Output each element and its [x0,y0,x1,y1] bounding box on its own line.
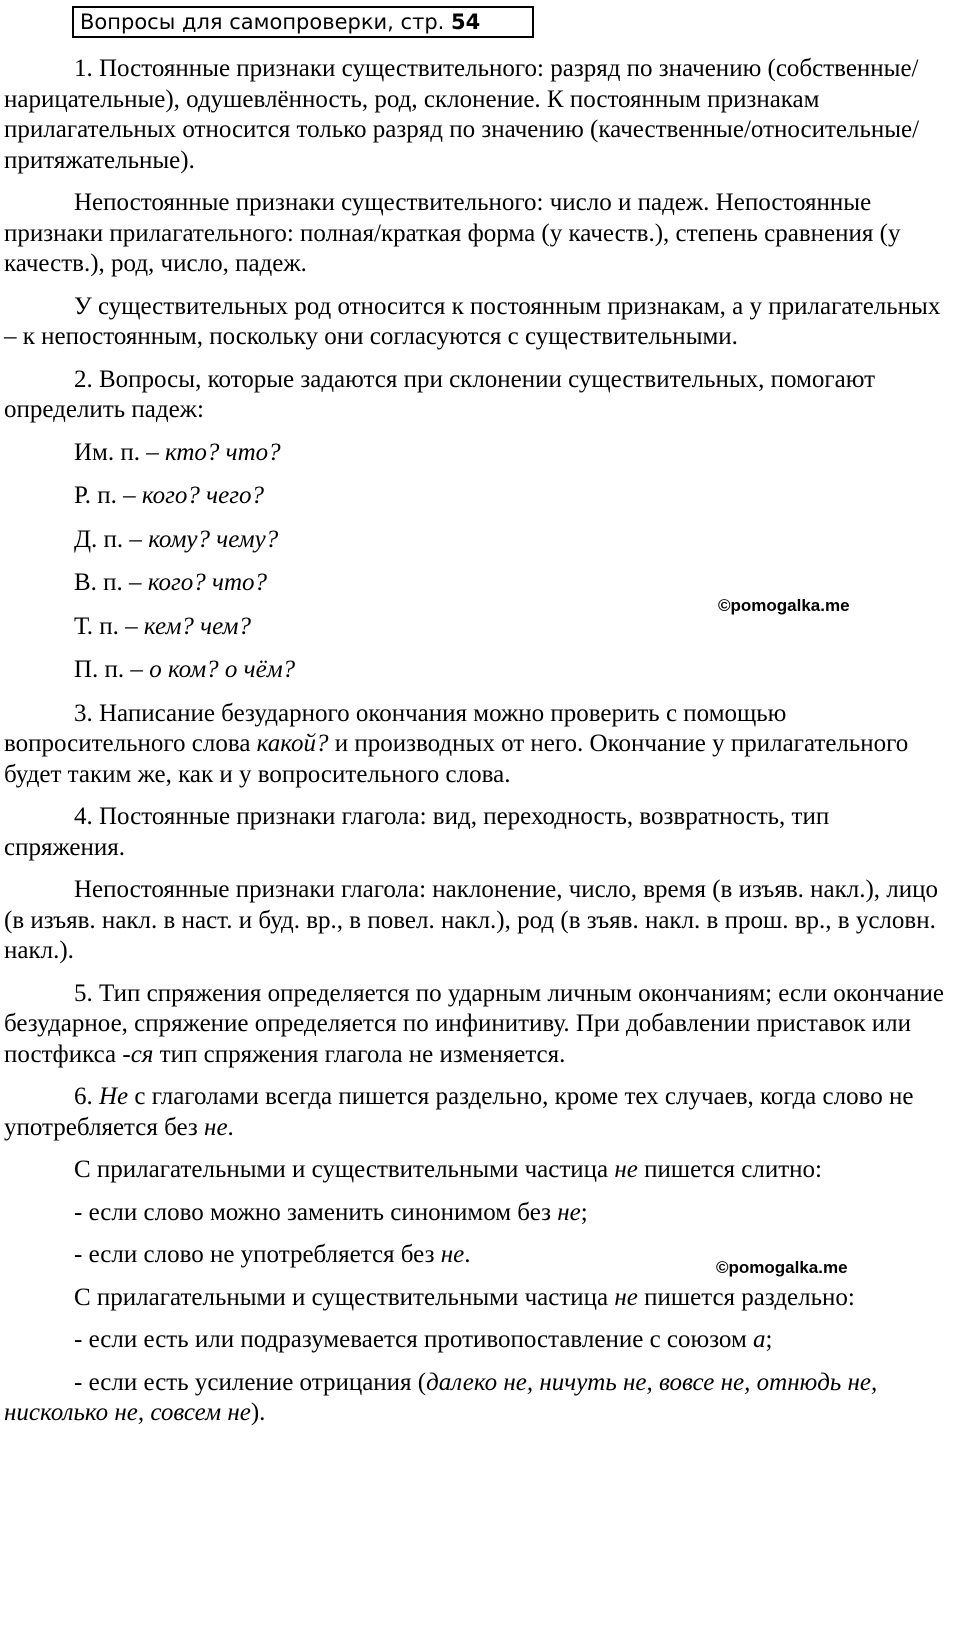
answer-4-paragraph-1: 4. Постоянные признаки глагола: вид, переходность, возвратность, тип спряжения. [4,803,830,861]
separate-condition-2: - если есть усиление отрицания (далеко не, ничуть не, вовсе не, отнюдь не, нисколько не, совсем не). [4,1368,878,1426]
watermark-1: ©pomogalka.me [718,596,850,615]
watermark-2: ©pomogalka.me [716,1258,848,1277]
answers-body [4,54,954,1441]
fused-condition-2: - если слово не употребляется без не. [74,1241,471,1268]
case-line-instrumental: Т. п. – кем? чем? [74,612,252,640]
case-line-prepositional: П. п. – о ком? о чём? [74,656,296,683]
separate-condition-1: - если есть или подразумевается противопоставление с союзом а; [74,1326,773,1353]
answer-1-paragraph-1: 1. Постоянные признаки существительного: разряд по значению (собственные/нарицательные), одушевлённость, род, склонение. К постоянным признакам прилагательных относится только разряд по значению (качественные/относительные/притяжательные). [4,55,920,174]
answer-3-paragraph: 3. Написание безударного окончания можно проверить с помощью вопросительного слова какой? и производных от него. Окончание у прилагательного будет таким же, как и у вопросительного слова. [4,699,909,788]
answer-2-paragraph: 2. Вопросы, которые задаются при склонении существительных, помогают определить падеж: [4,365,876,423]
case-line-genitive: Р. п. – кого? чего? [74,482,264,509]
section-title-text: Вопросы для самопроверки, стр. [80,10,451,34]
answer-1-paragraph-2: Непостоянные признаки существительного: число и падеж. Непостоянные признаки прилагательного: полная/краткая форма (у качеств.), степень сравнения (у качеств.), род, число, падеж. [4,189,901,277]
case-line-nominative: Им. п. – кто? что? [74,438,281,466]
answer-6-paragraph: 6. Не с глаголами всегда пишется раздельно, кроме тех случаев, когда слово не употребляется без не. [4,1083,914,1141]
answer-4-paragraph-2: Непостоянные признаки глагола: наклонение, число, время (в изъяв. накл.), лицо (в изъяв. накл. в наст. и буд. вр., в повел. накл.), род (в зъяв. накл. в прош. вр., в условн. накл.). [4,876,939,964]
fused-condition-1: - если слово можно заменить синонимом без не; [74,1198,588,1226]
separate-spelling-rule: С прилагательными и существительными частица не пишется раздельно: [74,1283,855,1311]
answer-5-paragraph: 5. Тип спряжения определяется по ударным личным окончаниям; если окончание безударное, спряжение определяется по инфинитиву. При добавлении приставок или постфикса -ся тип спряжения глагола не изменяется. [4,979,944,1068]
case-line-dative: Д. п. – кому? чему? [74,525,279,553]
section-title [72,6,534,38]
case-line-accusative: В. п. – кого? что? [74,569,268,596]
answer-1-paragraph-3: У существительных род относится к постоянным признакам, а у прилагательных – к непостоянным, поскольку они согласуются с существительными. [4,292,941,350]
fused-spelling-rule: С прилагательными и существительными частица не пишется слитно: [74,1156,823,1183]
section-title-page: 54 [451,10,481,34]
